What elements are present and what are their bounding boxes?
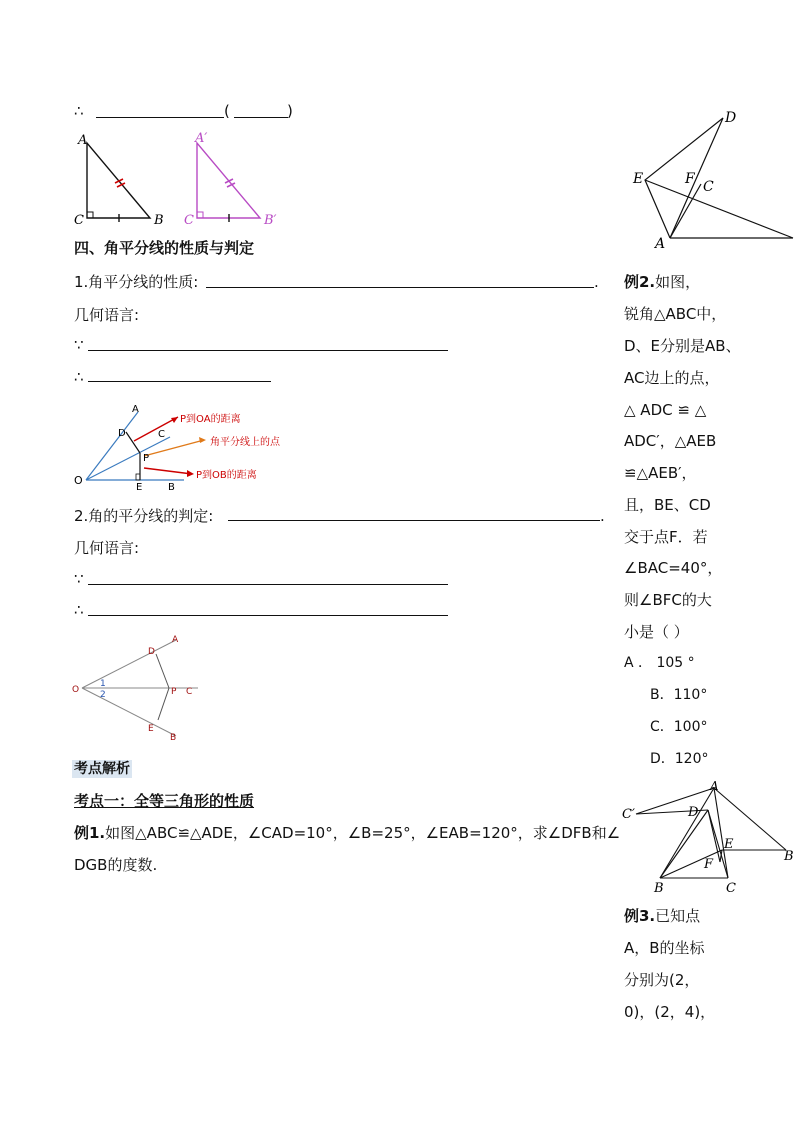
example3-line: 0)，(2，4)， bbox=[624, 1003, 716, 1021]
property-end: . bbox=[594, 273, 599, 291]
paren-close: ) bbox=[287, 102, 293, 120]
label-a: A bbox=[78, 133, 88, 148]
therefore-blank-2[interactable] bbox=[88, 615, 448, 616]
label-e: E bbox=[633, 171, 644, 187]
label-c-prime: C bbox=[184, 213, 194, 228]
label-d: D bbox=[148, 647, 155, 657]
label-c: C bbox=[186, 687, 193, 697]
example1-line2: DGB的度数. bbox=[74, 856, 158, 874]
judgment-blank[interactable] bbox=[228, 520, 600, 521]
label-c: C bbox=[726, 881, 736, 896]
answer-blank[interactable] bbox=[96, 117, 224, 118]
label-e: E bbox=[136, 482, 143, 493]
label-a: A bbox=[710, 779, 719, 793]
example2-line: ADC′，△AEB bbox=[624, 432, 717, 450]
label-p: P bbox=[143, 453, 150, 464]
because-blank-2[interactable] bbox=[88, 584, 448, 585]
label-b: B bbox=[154, 213, 164, 228]
label-b: B bbox=[170, 733, 177, 743]
note-distance-oa: P到OA的距离 bbox=[180, 414, 241, 425]
angle-2: 2 bbox=[100, 690, 106, 700]
option-d[interactable]: D．120° bbox=[650, 751, 709, 767]
property-blank[interactable] bbox=[206, 287, 594, 288]
example2-figure bbox=[625, 108, 794, 252]
label-f: F bbox=[685, 171, 695, 187]
label-p: P bbox=[171, 687, 177, 697]
option-a[interactable]: A ． 105 ° bbox=[624, 655, 695, 671]
analysis-tag: 考点解析 bbox=[74, 761, 130, 777]
example3-line: 分别为(2， bbox=[624, 971, 700, 989]
example2-line: D、E分别是AB、 bbox=[624, 337, 741, 355]
example2-line: ≌△AEB′， bbox=[624, 464, 697, 482]
example3-line: A，B的坐标 bbox=[624, 939, 705, 957]
example2-label: 例2. bbox=[624, 273, 656, 291]
angle-1: 1 bbox=[100, 679, 106, 689]
example3-label: 例3. bbox=[624, 907, 656, 925]
example2-line: 则∠BFC的大 bbox=[624, 591, 712, 609]
example2-line: 锐角△ABC中， bbox=[624, 305, 727, 323]
triangle-abc-prime-figure bbox=[180, 128, 280, 228]
because-symbol: ∵ bbox=[74, 336, 84, 354]
because-symbol-2: ∵ bbox=[74, 570, 84, 588]
geo-language-label-2: 几何语言: bbox=[74, 539, 140, 557]
judgment-end: . bbox=[600, 507, 605, 525]
label-b-prime: B′ bbox=[264, 213, 277, 228]
reason-blank[interactable] bbox=[234, 117, 288, 118]
example2-line: ∠BAC=40°， bbox=[624, 559, 723, 577]
label-c: C bbox=[158, 429, 165, 440]
label-c: C bbox=[703, 179, 714, 195]
label-d: D bbox=[118, 428, 126, 439]
example1-text1: 如图△ABC≌△ADE，∠CAD=10°，∠B=25°，∠EAB=120°，求∠DFB和∠ bbox=[105, 824, 621, 842]
example3-first-line: 例3.已知点 bbox=[624, 907, 701, 925]
note-bisector-point: 角平分线上的点 bbox=[210, 437, 280, 448]
example2-line: 交于点F．若 bbox=[624, 528, 708, 546]
point1-title: 考点一：全等三角形的性质 bbox=[74, 792, 255, 810]
label-f: F bbox=[704, 857, 714, 872]
example2-line: 且，BE、CD bbox=[624, 496, 711, 514]
bisector-judgment-figure bbox=[70, 632, 210, 742]
label-e: E bbox=[148, 724, 154, 734]
therefore-symbol-3: ∴ bbox=[74, 601, 84, 619]
label-b: B bbox=[168, 482, 175, 493]
label-b-prime: B bbox=[784, 849, 794, 864]
label-a: A bbox=[132, 404, 139, 415]
example2-line: 小是（ ） bbox=[624, 623, 689, 641]
label-a: A bbox=[655, 236, 666, 252]
label-e: E bbox=[724, 837, 734, 852]
paren-open: ( bbox=[224, 102, 230, 120]
label-b: B bbox=[654, 881, 664, 896]
therefore-symbol: ∴ bbox=[74, 102, 84, 120]
property-label: 1.角平分线的性质: bbox=[74, 273, 199, 291]
example2-congruence-figure bbox=[620, 778, 794, 898]
label-c: C bbox=[74, 213, 84, 228]
section-heading: 四、角平分线的性质与判定 bbox=[74, 239, 255, 257]
label-d: D bbox=[725, 110, 737, 126]
label-a-prime: A′ bbox=[195, 131, 208, 146]
triangle-abc-figure bbox=[70, 128, 170, 228]
label-d: D bbox=[688, 805, 699, 820]
label-a: A bbox=[172, 635, 179, 645]
label-c-prime: C′ bbox=[622, 807, 635, 822]
example1-line1 bbox=[74, 823, 620, 843]
because-blank[interactable] bbox=[88, 350, 448, 351]
label-o: O bbox=[72, 685, 80, 695]
example1-label: 例1. bbox=[74, 824, 106, 842]
therefore-symbol-2: ∴ bbox=[74, 368, 84, 386]
judgment-label: 2.角的平分线的判定: bbox=[74, 507, 214, 525]
bisector-property-figure bbox=[74, 400, 304, 493]
example2-line: AC边上的点， bbox=[624, 369, 720, 387]
option-b[interactable]: B．110° bbox=[650, 687, 708, 703]
label-o: O bbox=[74, 474, 83, 487]
example2-first-line: 例2.如图， bbox=[624, 273, 701, 291]
example2-line: △ ADC ≌ △ bbox=[624, 401, 707, 419]
therefore-blank[interactable] bbox=[88, 381, 271, 382]
geo-language-label: 几何语言: bbox=[74, 306, 140, 324]
option-c[interactable]: C．100° bbox=[650, 719, 708, 735]
note-distance-ob: P到OB的距离 bbox=[196, 470, 257, 481]
